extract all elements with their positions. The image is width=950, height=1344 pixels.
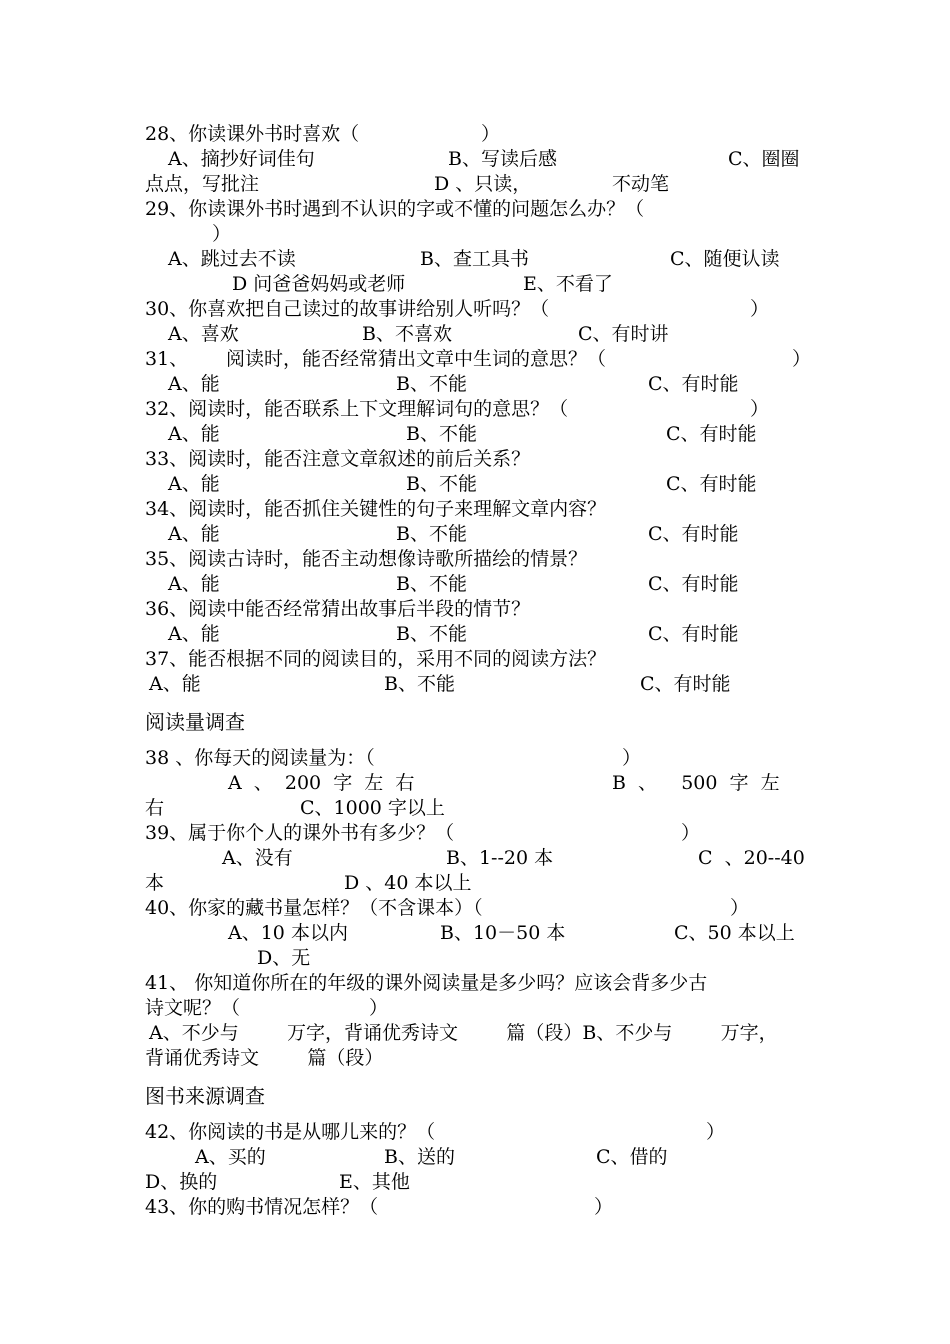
q41-stem-cont: 诗文呢？（ bbox=[145, 997, 241, 1019]
q42-option-a: A、买的 bbox=[195, 1146, 266, 1168]
q36-stem: 36、阅读中能否经常猜出故事后半段的情节？ bbox=[145, 598, 531, 620]
q38-stem: 38 、你每天的阅读量为：（ bbox=[145, 747, 375, 769]
q29-close: ） bbox=[212, 223, 232, 245]
q33-option-c: C、有时能 bbox=[666, 473, 757, 495]
q29-option-d: D 问爸爸妈妈或老师 bbox=[232, 273, 406, 295]
q28-option-c: C、圈圈 bbox=[728, 148, 800, 170]
q32-stem: 32、阅读时，能否联系上下文理解词句的意思？（ bbox=[145, 398, 569, 420]
q39-stem: 39、属于你个人的课外书有多少？（ bbox=[145, 822, 455, 844]
q33-option-a: A、能 bbox=[168, 473, 220, 495]
q41-answer-line-2: 背诵优秀诗文 篇（段） bbox=[145, 1047, 384, 1069]
q37-option-b: B、不能 bbox=[384, 673, 455, 695]
q28-option-a: A、摘抄好词佳句 bbox=[168, 148, 315, 170]
q41-answer-line-1: A、不少与 万字，背诵优秀诗文 篇（段）B、不少与 万字， bbox=[149, 1022, 778, 1044]
q42-close: ） bbox=[706, 1121, 726, 1143]
q29-option-e: E、不看了 bbox=[523, 273, 613, 295]
q36-option-a: A、能 bbox=[168, 623, 220, 645]
q29-option-b: B、查工具书 bbox=[420, 248, 529, 270]
q28-option-d-cont: 不动笔 bbox=[612, 173, 670, 195]
q28-option-c-cont: 点点，写批注 bbox=[145, 173, 260, 195]
q37-option-a: A、能 bbox=[149, 673, 201, 695]
q30-stem: 30、你喜欢把自己读过的故事讲给别人听吗？（ bbox=[145, 298, 550, 320]
q30-option-a: A、喜欢 bbox=[168, 323, 239, 345]
q32-close: ） bbox=[750, 398, 770, 420]
q39-option-a: A、没有 bbox=[222, 847, 293, 869]
q29-option-a: A、跳过去不读 bbox=[168, 248, 296, 270]
q39-option-d: D 、40 本以上 bbox=[344, 872, 472, 894]
q32-option-a: A、能 bbox=[168, 423, 220, 445]
q31-number: 31、 bbox=[145, 348, 189, 370]
q36-option-c: C、有时能 bbox=[648, 623, 739, 645]
q40-option-c: C、50 本以上 bbox=[674, 922, 795, 944]
q31-close: ） bbox=[792, 348, 812, 370]
q31-option-c: C、有时能 bbox=[648, 373, 739, 395]
q34-option-a: A、能 bbox=[168, 523, 220, 545]
q28-close: ） bbox=[481, 123, 501, 145]
q34-option-b: B、不能 bbox=[396, 523, 467, 545]
q42-option-c: C、借的 bbox=[596, 1146, 668, 1168]
q39-close: ） bbox=[681, 822, 701, 844]
q40-option-b: B、10－50 本 bbox=[440, 922, 566, 944]
q31-option-a: A、能 bbox=[168, 373, 220, 395]
section-heading-reading-amount: 阅读量调查 bbox=[145, 710, 245, 734]
q38-option-b: B 、 500 字 左 bbox=[612, 772, 780, 794]
q34-stem: 34、阅读时，能否抓住关键性的句子来理解文章内容？ bbox=[145, 498, 607, 520]
q42-option-d: D、换的 bbox=[145, 1171, 218, 1193]
q28-stem: 28、你读课外书时喜欢（ bbox=[145, 123, 360, 145]
q34-option-c: C、有时能 bbox=[648, 523, 739, 545]
q38-option-b-cont: 右 bbox=[145, 797, 165, 819]
q39-option-c-cont: 本 bbox=[145, 872, 165, 894]
q30-option-b: B、不喜欢 bbox=[362, 323, 452, 345]
q35-option-a: A、能 bbox=[168, 573, 220, 595]
q30-option-c: C、有时讲 bbox=[578, 323, 669, 345]
q28-option-d: D 、只读， bbox=[434, 173, 532, 195]
q41-stem: 41、 你知道你所在的年级的课外阅读量是多少吗？应该会背多少古 bbox=[145, 972, 708, 994]
q29-stem: 29、你读课外书时遇到不认识的字或不懂的问题怎么办？（ bbox=[145, 198, 645, 220]
q30-close: ） bbox=[750, 298, 770, 320]
q39-option-b: B、1--20 本 bbox=[446, 847, 554, 869]
q43-stem: 43、你的购书情况怎样？（ bbox=[145, 1196, 379, 1218]
q35-stem: 35、阅读古诗时，能否主动想像诗歌所描绘的情景？ bbox=[145, 548, 588, 570]
q43-close: ） bbox=[594, 1196, 614, 1218]
q42-stem: 42、你阅读的书是从哪儿来的？（ bbox=[145, 1121, 436, 1143]
q39-option-c: C 、20--40 bbox=[698, 847, 805, 869]
q28-option-b: B、写读后感 bbox=[448, 148, 557, 170]
q40-stem: 40、你家的藏书量怎样？（不含课本）（ bbox=[145, 897, 483, 919]
section-heading-book-source: 图书来源调查 bbox=[145, 1084, 265, 1108]
q38-close: ） bbox=[622, 747, 642, 769]
q38-option-a: A 、 200 字 左 右 bbox=[228, 772, 415, 794]
q40-option-d: D、无 bbox=[257, 947, 311, 969]
q29-option-c: C、随便认读 bbox=[670, 248, 780, 270]
q40-option-a: A、10 本以内 bbox=[228, 922, 348, 944]
q31-stem: 阅读时，能否经常猜出文章中生词的意思？（ bbox=[226, 348, 607, 370]
q36-option-b: B、不能 bbox=[396, 623, 467, 645]
q42-option-b: B、送的 bbox=[384, 1146, 455, 1168]
q38-option-c: C、1000 字以上 bbox=[300, 797, 445, 819]
q33-option-b: B、不能 bbox=[406, 473, 477, 495]
q33-stem: 33、阅读时，能否注意文章叙述的前后关系？ bbox=[145, 448, 531, 470]
q31-option-b: B、不能 bbox=[396, 373, 467, 395]
q41-close: ） bbox=[369, 997, 389, 1019]
q37-stem: 37、能否根据不同的阅读目的，采用不同的阅读方法？ bbox=[145, 648, 607, 670]
q37-option-c: C、有时能 bbox=[640, 673, 731, 695]
q32-option-c: C、有时能 bbox=[666, 423, 757, 445]
q35-option-b: B、不能 bbox=[396, 573, 467, 595]
q35-option-c: C、有时能 bbox=[648, 573, 739, 595]
q32-option-b: B、不能 bbox=[406, 423, 477, 445]
q40-close: ） bbox=[730, 897, 750, 919]
q42-option-e: E、其他 bbox=[339, 1171, 410, 1193]
